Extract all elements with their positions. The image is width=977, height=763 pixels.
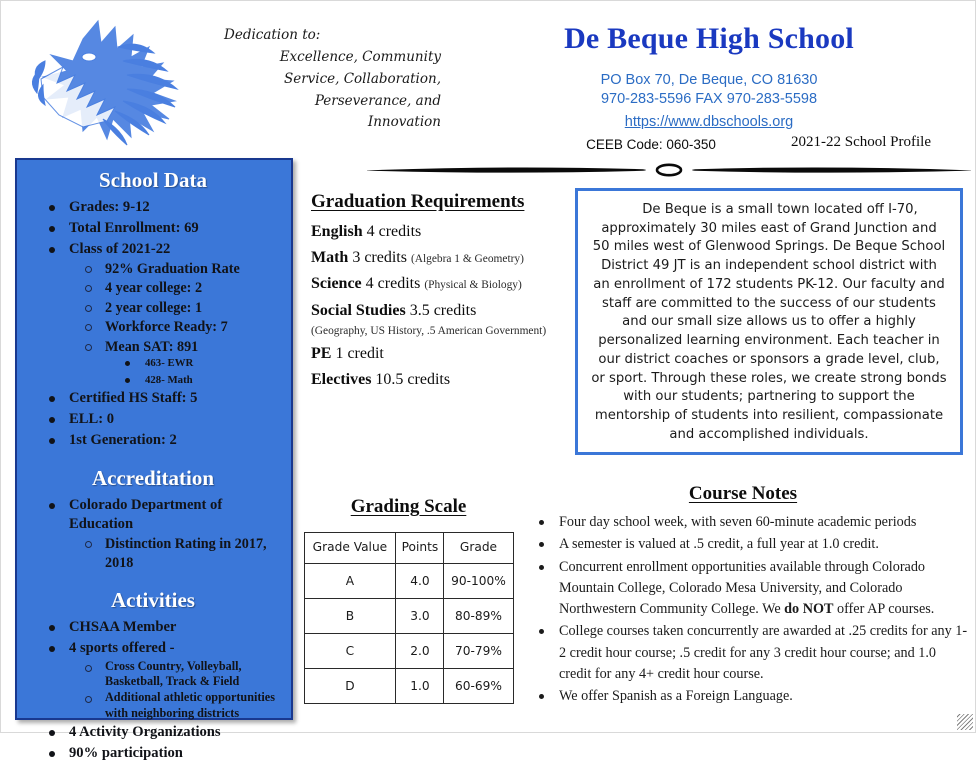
list-item-label: Grades: 9-12 bbox=[69, 199, 150, 215]
school-website-link[interactable]: https://www.dbschools.org bbox=[624, 113, 794, 130]
credits-value: 4 credits bbox=[366, 223, 422, 240]
cell-grade-value: C bbox=[304, 634, 396, 669]
graduation-row bbox=[311, 222, 569, 241]
list-item bbox=[69, 338, 283, 388]
list-item bbox=[69, 659, 283, 690]
mission-line-2: Service, Collaboration, bbox=[283, 70, 441, 87]
class-of-2021-22-sublist bbox=[69, 260, 283, 387]
list-item bbox=[23, 496, 283, 572]
graduation-row bbox=[311, 274, 569, 293]
list-item-label: Distinction Rating in 2017, 2018 bbox=[105, 536, 267, 571]
list-item bbox=[105, 373, 283, 388]
grading-scale-table bbox=[304, 532, 514, 704]
table-header-row bbox=[304, 533, 513, 564]
ceeb-code: CEEB Code: 060-350 bbox=[586, 137, 716, 152]
note-emphasis: do NOT bbox=[784, 601, 834, 618]
list-item bbox=[105, 356, 283, 371]
cell-grade-range: 90-100% bbox=[444, 564, 513, 599]
social-studies-detail: (Geography, US History, .5 American Government) bbox=[311, 324, 547, 337]
list-item-label: Workforce Ready: 7 bbox=[105, 319, 228, 336]
note-text: Concurrent enrollment opportunities available through Colorado Mountain College, Colorado Mesa University, and Colorado Northwestern Community College. We bbox=[559, 558, 926, 618]
sports-sublist bbox=[69, 659, 283, 721]
cell-grade-range: 60-69% bbox=[444, 669, 513, 704]
accreditation-list bbox=[23, 496, 283, 572]
list-item-label: Mean SAT: 891 bbox=[105, 338, 199, 355]
grading-scale-heading: Grading Scale bbox=[350, 496, 467, 517]
list-item bbox=[23, 431, 283, 450]
column-header-points: Points bbox=[396, 533, 444, 564]
list-item bbox=[23, 618, 283, 637]
list-item-label: 4 sports offered - bbox=[69, 640, 175, 657]
list-item bbox=[517, 534, 969, 555]
course-notes-heading: Course Notes bbox=[688, 483, 798, 504]
list-item bbox=[69, 279, 283, 297]
list-item bbox=[23, 240, 283, 387]
list-item bbox=[23, 219, 283, 238]
course-notes-list bbox=[517, 512, 969, 708]
cell-points: 1.0 bbox=[396, 669, 444, 704]
mission-line-3: Perseverance, and bbox=[314, 92, 441, 109]
credits-value: 3 credits bbox=[352, 249, 407, 267]
mission-line-4: Innovation bbox=[367, 114, 441, 131]
list-item-label: 463- EWR bbox=[145, 357, 194, 370]
list-item-label: 428- Math bbox=[145, 373, 193, 386]
grading-scale-section bbox=[301, 496, 516, 704]
graduation-row bbox=[311, 344, 569, 363]
document-header bbox=[1, 1, 977, 151]
list-item bbox=[517, 557, 969, 621]
list-item-label: Additional athletic opportunities with neighboring districts bbox=[105, 690, 275, 720]
list-item-label: 90% participation bbox=[69, 744, 183, 761]
list-item-label: Certified HS Staff: 5 bbox=[69, 390, 198, 407]
graduation-requirements-section bbox=[311, 191, 569, 396]
graduation-row bbox=[311, 301, 569, 320]
school-description-box bbox=[575, 188, 963, 455]
column-header-grade: Grade bbox=[444, 533, 513, 564]
mission-line-0: Dedication to: bbox=[224, 27, 321, 43]
credits-value: 4 credits bbox=[365, 275, 421, 293]
credits-value: 1 credit bbox=[335, 344, 384, 362]
table-row bbox=[304, 564, 513, 599]
list-item-label: 2 year college: 1 bbox=[105, 299, 203, 316]
note-text: We offer Spanish as a Foreign Language. bbox=[559, 688, 793, 705]
subject-label: Math bbox=[311, 249, 349, 267]
note-text: A semester is valued at .5 credit, a full year at 1.0 credit. bbox=[559, 536, 879, 553]
cell-grade-range: 80-89% bbox=[444, 599, 513, 634]
cell-points: 2.0 bbox=[396, 634, 444, 669]
cell-grade-range: 70-79% bbox=[444, 634, 513, 669]
school-address: PO Box 70, De Beque, CO 81630 bbox=[600, 72, 818, 88]
list-item bbox=[69, 535, 283, 572]
profile-year-label: 2021-22 School Profile bbox=[791, 134, 931, 150]
note-text: College courses taken concurrently are awarded at .25 credits for any 1-2 credit hour course; .5 credit for any 3 credit hour course; and 1.0 credit for any 4+ credit hour course. bbox=[559, 623, 968, 683]
school-data-sidebar bbox=[15, 158, 293, 761]
list-item bbox=[23, 410, 283, 429]
school-phone-fax: 970-283-5596 FAX 970-283-5598 bbox=[600, 91, 818, 108]
cell-points: 3.0 bbox=[396, 599, 444, 634]
table-row bbox=[304, 634, 513, 669]
list-item-label: Total Enrollment: 69 bbox=[69, 219, 199, 236]
cell-grade-value: D bbox=[304, 669, 396, 704]
contact-info bbox=[441, 71, 977, 132]
table-row bbox=[304, 599, 513, 634]
subject-label: Science bbox=[311, 275, 362, 293]
list-item bbox=[69, 690, 283, 721]
list-item-label: CHSAA Member bbox=[69, 619, 177, 636]
list-item bbox=[69, 318, 283, 336]
decorative-divider bbox=[367, 163, 971, 177]
list-item-label: Colorado Department of Education bbox=[69, 497, 223, 533]
list-item-label: 92% Graduation Rate bbox=[105, 260, 240, 277]
accreditation-heading: Accreditation bbox=[91, 466, 215, 491]
note-text-after: offer AP courses. bbox=[833, 601, 935, 618]
list-item bbox=[517, 621, 969, 685]
subject-label: Social Studies bbox=[311, 301, 406, 319]
subject-note: (Algebra 1 & Geometry) bbox=[410, 253, 524, 266]
accreditation-sublist bbox=[69, 535, 283, 572]
list-item-label: 4 Activity Organizations bbox=[69, 723, 221, 740]
graduation-row bbox=[311, 248, 569, 267]
list-item-label: 1st Generation: 2 bbox=[69, 432, 177, 449]
note-text: Four day school week, with seven 60-minute academic periods bbox=[559, 514, 917, 530]
list-item bbox=[23, 723, 283, 742]
cell-grade-value: B bbox=[304, 599, 396, 634]
table-row bbox=[304, 669, 513, 704]
resize-handle[interactable] bbox=[957, 714, 973, 730]
list-item bbox=[517, 686, 969, 707]
activities-heading: Activities bbox=[111, 588, 195, 613]
course-notes-section bbox=[517, 483, 969, 709]
list-item bbox=[23, 639, 283, 721]
school-description-text: De Beque is a small town located off I-70, approximately 30 miles east of Grand Junction and 50 miles west of Glenwood Springs. De Beque School District 49 JT is an independent school district with an enrollment of 172 students PK-12. Our faculty and staff are committed to the success of our students and our small size allows us to offer a highly personalized learning environment. Each teacher in our district coaches or sponsors a grade level, club, or sport. Through these roles, we create strong bonds with our students; partnering to support the mentorship of students into resilient, compassionate and accomplished individuals. bbox=[591, 202, 947, 442]
list-item bbox=[69, 260, 283, 278]
cell-grade-value: A bbox=[304, 564, 396, 599]
subject-label: PE bbox=[311, 344, 332, 362]
list-item-label: ELL: 0 bbox=[69, 411, 115, 428]
graduation-requirements-heading: Graduation Requirements bbox=[311, 191, 525, 212]
school-data-heading: School Data bbox=[99, 168, 207, 192]
subject-note: (Physical & Biology) bbox=[424, 279, 522, 292]
mission-statement bbox=[216, 25, 441, 134]
credits-value: 10.5 credits bbox=[375, 370, 451, 388]
activities-list bbox=[23, 618, 283, 763]
cell-points: 4.0 bbox=[396, 564, 444, 599]
list-item bbox=[23, 389, 283, 408]
page-title: De Beque High School bbox=[564, 22, 854, 55]
list-item bbox=[517, 512, 969, 533]
list-item bbox=[23, 744, 283, 763]
school-data-list bbox=[23, 198, 283, 450]
list-item bbox=[23, 198, 283, 217]
graduation-row bbox=[311, 370, 569, 389]
list-item-label: 4 year college: 2 bbox=[105, 280, 203, 297]
column-header-grade-value: Grade Value bbox=[304, 533, 396, 564]
mission-line-1: Excellence, Community bbox=[279, 48, 441, 65]
list-item-label: Cross Country, Volleyball, Basketball, Track & Field bbox=[105, 658, 242, 689]
subject-label: Electives bbox=[311, 370, 372, 388]
mean-sat-breakdown bbox=[105, 356, 283, 387]
list-item bbox=[69, 299, 283, 317]
list-item-label: Class of 2021-22 bbox=[69, 240, 171, 257]
dragon-head-logo-icon bbox=[23, 9, 223, 149]
credits-value: 3.5 credits bbox=[409, 301, 477, 319]
subject-label: English bbox=[311, 223, 363, 240]
